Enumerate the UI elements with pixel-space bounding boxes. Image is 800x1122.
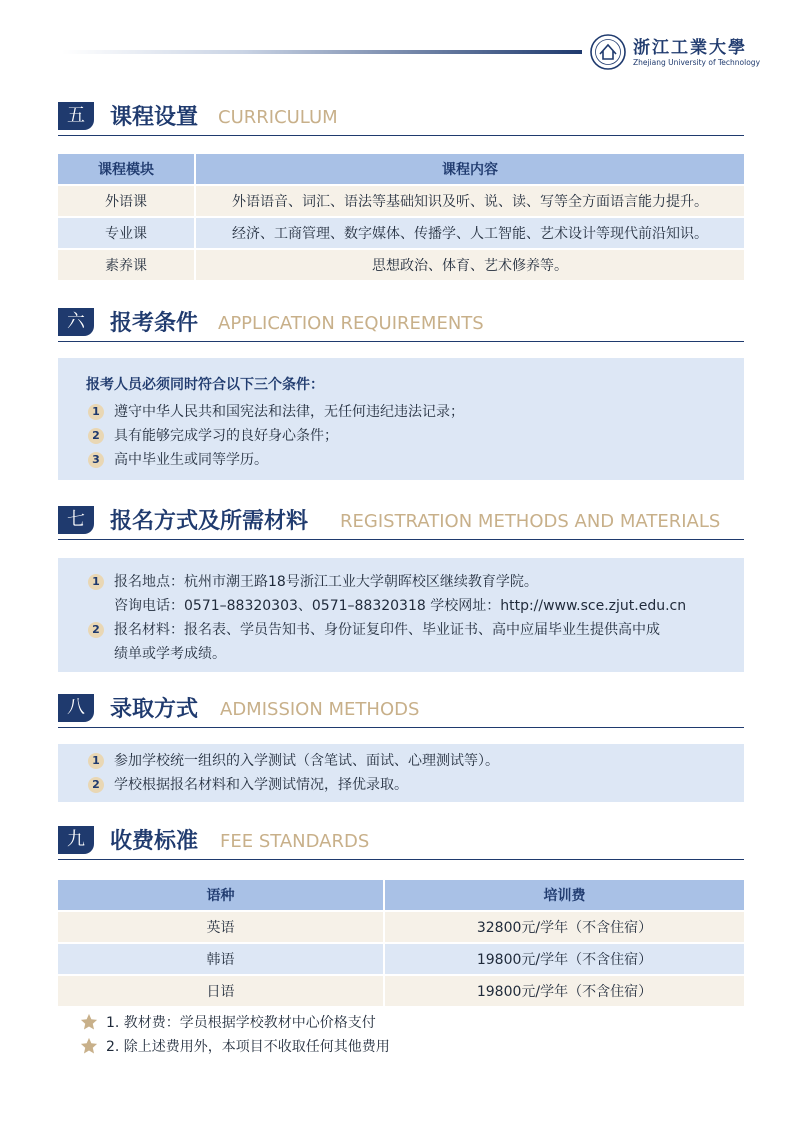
section-title-en: CURRICULUM [218, 107, 338, 128]
section-number: 八 [58, 694, 94, 722]
table-row [58, 249, 744, 280]
table-cell: 素养课 [58, 249, 195, 280]
number-badge: 2 [88, 428, 104, 444]
fee-note-text: 1. 教材费：学员根据学校教材中心价格支付 [106, 1015, 376, 1031]
university-name-cn: 浙江工業大學 [633, 38, 747, 58]
star-icon [80, 1037, 98, 1055]
requirements-intro: 报考人员必须同时符合以下三个条件： [86, 377, 324, 393]
section-title-en: APPLICATION REQUIREMENTS [218, 313, 484, 334]
table-cell: 32800元/学年（不含住宿） [384, 911, 744, 943]
section-number: 六 [58, 308, 94, 336]
header-decor-line [62, 50, 582, 54]
number-badge: 1 [88, 574, 104, 590]
fee-table [58, 880, 744, 1006]
table-cell: 外语课 [58, 185, 195, 217]
table-cell: 专业课 [58, 217, 195, 249]
section-title: 报名方式及所需材料 [110, 509, 309, 534]
section-rule [58, 859, 744, 860]
list-item-text: 绩单或学考成绩。 [114, 646, 226, 662]
list-item-text: 报名地点：杭州市潮王路18号浙江工业大学朝晖校区继续教育学院。 [114, 574, 538, 590]
section-title: 课程设置 [110, 105, 199, 130]
table-row [58, 943, 744, 975]
table-cell: 外语语音、词汇、语法等基础知识及听、说、读、写等全方面语言能力提升。 [195, 185, 744, 217]
table-row [58, 975, 744, 1006]
curriculum-table [58, 154, 744, 280]
table-row [58, 217, 744, 249]
list-item-text: 遵守中华人民共和国宪法和法律，无任何违纪违法记录； [114, 404, 464, 420]
section-rule [58, 539, 744, 540]
registration-box [58, 558, 744, 672]
university-name-en: Zhejiang University of Technology [633, 58, 761, 67]
section-title-en: REGISTRATION METHODS AND MATERIALS [340, 511, 721, 532]
list-item-text: 参加学校统一组织的入学测试（含笔试、面试、心理测试等）。 [114, 753, 499, 769]
section-curriculum-heading [58, 100, 744, 136]
table-row [58, 185, 744, 217]
table-cell: 英语 [58, 911, 384, 943]
section-admission-heading [58, 692, 744, 728]
number-badge: 2 [88, 622, 104, 638]
section-requirements-heading [58, 306, 744, 342]
section-fees-heading [58, 824, 744, 860]
section-title-en: ADMISSION METHODS [220, 699, 420, 720]
section-number: 五 [58, 102, 94, 130]
section-registration-heading [58, 504, 744, 540]
list-item-text: 具有能够完成学习的良好身心条件； [114, 428, 338, 444]
table-cell: 19800元/学年（不含住宿） [384, 943, 744, 975]
table-cell: 19800元/学年（不含住宿） [384, 975, 744, 1006]
section-number: 九 [58, 826, 94, 854]
number-badge: 3 [88, 452, 104, 468]
fee-note-text: 2. 除上述费用外，本项目不收取任何其他费用 [106, 1039, 390, 1055]
table-header: 培训费 [384, 880, 744, 911]
section-rule [58, 135, 744, 136]
section-title: 报考条件 [110, 311, 199, 336]
number-badge: 1 [88, 404, 104, 420]
list-item-text: 咨询电话：0571–88320303、0571–88320318 学校网址：http://www.sce.zjut.edu.cn [114, 598, 687, 614]
list-item-text: 报名材料：报名表、学员告知书、身份证复印件、毕业证书、高中应届毕业生提供高中成 [114, 622, 660, 638]
table-header: 语种 [58, 880, 384, 911]
table-cell: 韩语 [58, 943, 384, 975]
list-item-text: 高中毕业生或同等学历。 [114, 452, 268, 468]
list-item-text: 学校根据报名材料和入学测试情况，择优录取。 [114, 777, 408, 793]
section-rule [58, 727, 744, 728]
table-header: 课程模块 [58, 154, 195, 185]
section-title-en: FEE STANDARDS [220, 831, 370, 852]
table-cell: 思想政治、体育、艺术修养等。 [195, 249, 744, 280]
table-row [58, 911, 744, 943]
table-header: 课程内容 [195, 154, 744, 185]
table-cell: 日语 [58, 975, 384, 1006]
requirements-box [58, 358, 744, 480]
section-title: 收费标准 [110, 829, 199, 854]
section-title: 录取方式 [110, 697, 199, 722]
section-number: 七 [58, 506, 94, 534]
number-badge: 1 [88, 753, 104, 769]
table-cell: 经济、工商管理、数字媒体、传播学、人工智能、艺术设计等现代前沿知识。 [195, 217, 744, 249]
university-seal-icon [590, 34, 626, 70]
section-rule [58, 341, 744, 342]
admission-box [58, 744, 744, 802]
number-badge: 2 [88, 777, 104, 793]
star-icon [80, 1013, 98, 1031]
